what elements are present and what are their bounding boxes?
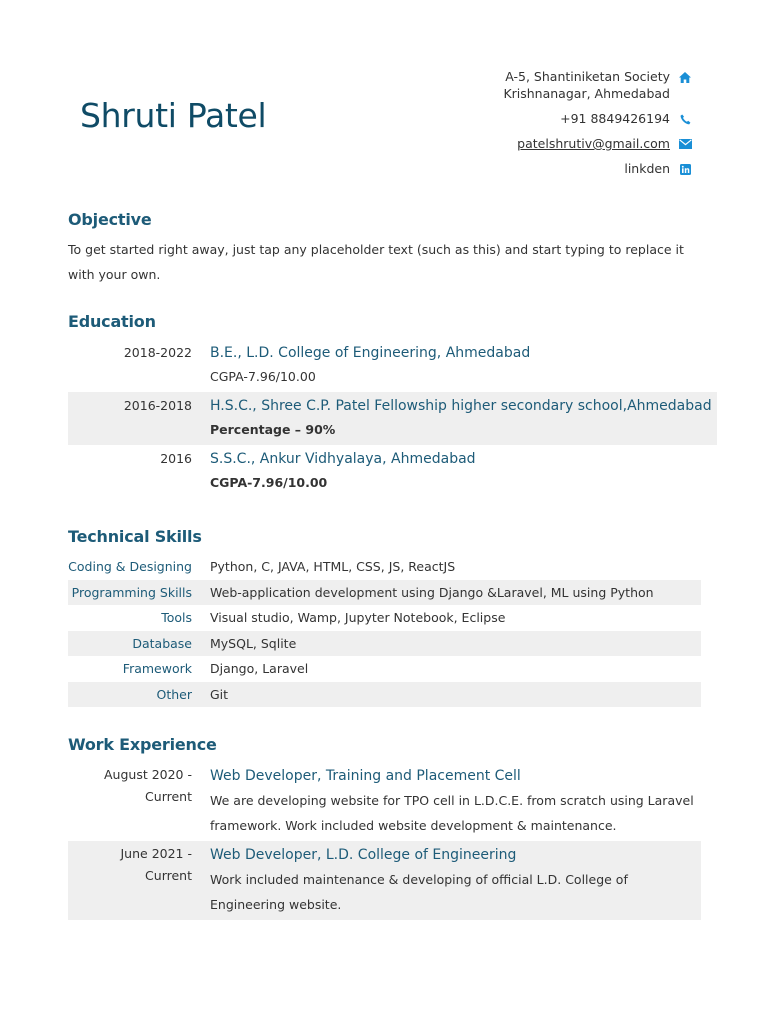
address-line-2: Krishnanagar, Ahmedabad: [503, 86, 670, 101]
education-item: [68, 339, 717, 392]
skill-value: MySQL, Sqlite: [210, 635, 297, 651]
skills-heading: Technical Skills: [68, 527, 202, 546]
work-date-end: Current: [145, 868, 192, 883]
skill-label: Database: [132, 635, 192, 651]
work-title: Web Developer, Training and Placement Cell: [210, 768, 521, 784]
skill-label: Tools: [161, 610, 192, 626]
work-item: [68, 841, 701, 920]
skill-value: Python, C, JAVA, HTML, CSS, JS, ReactJS: [210, 559, 456, 575]
contact-block: [332, 68, 692, 185]
email-link[interactable]: patelshrutiv@gmail.com: [517, 136, 670, 151]
work-section: [68, 735, 701, 920]
work-date-end: Current: [145, 789, 192, 804]
phone-icon: [678, 110, 692, 125]
phone-number: +91 8849426194: [560, 111, 670, 126]
skill-row: [68, 580, 701, 606]
education-title: H.S.C., Shree C.P. Patel Fellowship higher secondary school,Ahmedabad: [210, 398, 712, 414]
skill-label: Programming Skills: [71, 584, 192, 600]
work-heading: Work Experience: [68, 735, 217, 754]
resume-name: Shruti Patel: [80, 96, 267, 135]
education-section: [68, 312, 717, 498]
skill-row: [68, 682, 701, 708]
work-date-start: August 2020 -: [103, 767, 192, 782]
skill-row: [68, 656, 701, 682]
education-item: [68, 445, 717, 498]
home-icon: [678, 68, 692, 83]
education-title: S.S.C., Ankur Vidhyalaya, Ahmedabad: [210, 451, 476, 467]
linkedin-link[interactable]: linkden: [624, 161, 670, 176]
education-years: 2016: [160, 451, 192, 466]
linkedin-icon: [678, 160, 692, 175]
work-item: [68, 762, 701, 841]
objective-section: [68, 210, 701, 287]
skill-label: Coding & Designing: [68, 559, 192, 575]
skill-row: [68, 554, 701, 580]
education-detail: Percentage – 90%: [210, 422, 336, 437]
contact-phone: [332, 110, 692, 127]
work-description: We are developing website for TPO cell in L.D.C.E. from scratch using Laravel framework. Work included website development & maintenance.: [210, 793, 694, 833]
skill-value: Visual studio, Wamp, Jupyter Notebook, Eclipse: [210, 610, 506, 626]
skills-section: [68, 527, 701, 707]
skill-value: Web-application development using Django &Laravel, ML using Python: [210, 584, 654, 600]
education-title: B.E., L.D. College of Engineering, Ahmedabad: [210, 345, 531, 361]
skill-label: Other: [156, 686, 192, 702]
skill-row: [68, 631, 701, 657]
work-date-start: June 2021 -: [120, 846, 192, 861]
objective-text: To get started right away, just tap any placeholder text (such as this) and start typing to replace it with your own.: [68, 242, 684, 282]
education-heading: Education: [68, 312, 156, 331]
contact-linkedin: [332, 160, 692, 177]
education-item: [68, 392, 717, 445]
education-years: 2016-2018: [123, 398, 192, 413]
work-description: Work included maintenance & developing of official L.D. College of Engineering website.: [210, 872, 628, 912]
contact-email: [332, 135, 692, 152]
education-years: 2018-2022: [123, 345, 192, 360]
education-detail: CGPA-7.96/10.00: [210, 369, 316, 384]
contact-address: [332, 68, 692, 102]
education-detail: CGPA-7.96/10.00: [210, 475, 328, 490]
envelope-icon: [678, 135, 692, 149]
skill-value: Django, Laravel: [210, 661, 309, 677]
skill-row: [68, 605, 701, 631]
skill-label: Framework: [122, 661, 192, 677]
work-title: Web Developer, L.D. College of Engineering: [210, 847, 517, 863]
objective-heading: Objective: [68, 210, 152, 229]
address-line-1: A-5, Shantiniketan Society: [505, 69, 670, 84]
skill-value: Git: [210, 686, 229, 702]
